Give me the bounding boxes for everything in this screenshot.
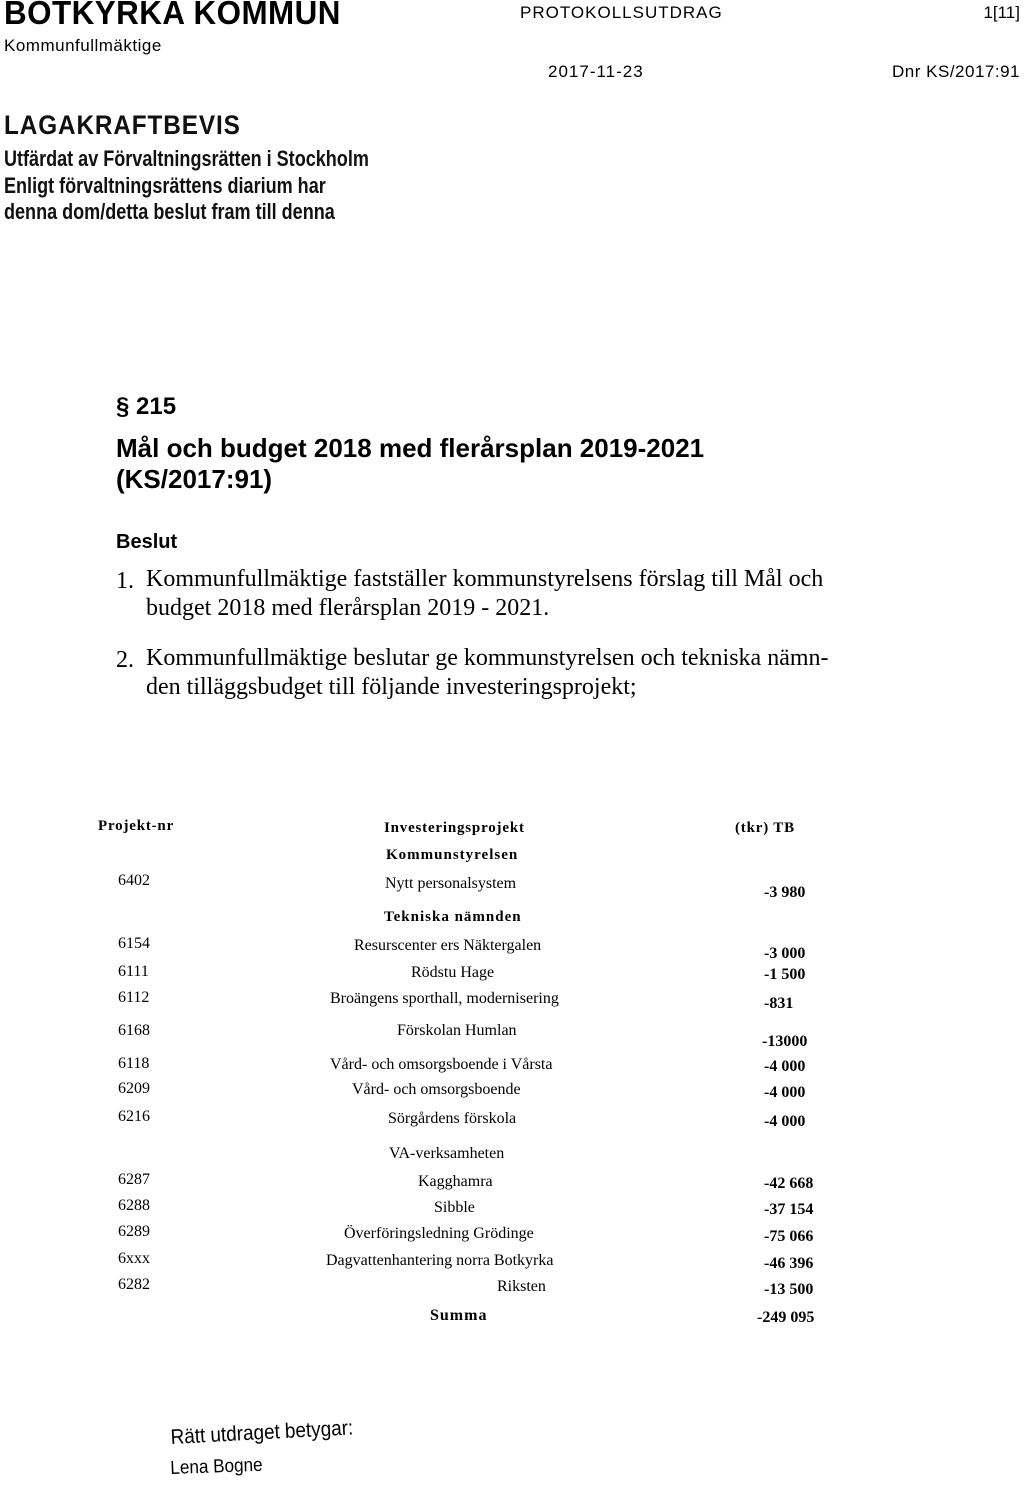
group-heading: Tekniska nämnden [384,909,522,925]
document-date: 2017-11-23 [548,62,644,81]
project-number: 6287 [118,1171,150,1188]
project-number: 6168 [118,1022,150,1039]
total-label: Summa [430,1307,488,1324]
project-number: 6282 [118,1276,150,1293]
group-heading: VA-verksamheten [389,1145,505,1162]
stamp-line: denna dom/detta beslut fram till denna [4,199,335,224]
project-name: Resurscenter ers Näktergalen [354,937,542,954]
project-name: Sibble [434,1199,475,1216]
decision-item-text: Kommunfullmäktige beslutar ge kommunstyrelsen och tekniska nämn- [146,645,829,671]
project-amount: -13000 [762,1033,808,1050]
project-number: 6111 [118,963,149,980]
column-header-project-nr: Projekt-nr [98,818,175,834]
column-header-amount: (tkr) TB [735,820,795,836]
section-title-reference: (KS/2017:91) [116,464,273,494]
organization-body: Kommunfullmäktige [4,36,162,55]
project-number: 6xxx [118,1250,150,1267]
total-amount: -249 095 [757,1309,815,1326]
project-number: 6288 [118,1197,150,1214]
column-header-project: Investeringsprojekt [384,820,525,836]
section-title: Mål och budget 2018 med flerårsplan 2019-2021 [116,433,705,463]
project-number: 6402 [118,872,150,889]
section-number: § 215 [116,393,177,420]
project-amount: -831 [764,995,794,1012]
project-amount: -4 000 [764,1084,806,1101]
project-amount: -46 396 [764,1255,814,1272]
project-name: Vård- och omsorgsboende [352,1081,521,1098]
organization-name: BOTKYRKA KOMMUN [4,0,341,31]
project-name: Rödstu Hage [411,964,495,981]
project-name: Nytt personalsystem [385,875,517,892]
project-amount: -42 668 [764,1175,814,1192]
project-name: Dagvattenhantering norra Botkyrka [326,1252,554,1269]
project-name: Riksten [497,1278,546,1295]
page-number: 1[11] [983,3,1020,22]
document-type: PROTOKOLLSUTDRAG [520,3,723,22]
certification-label: Rätt utdraget betygar: [170,1416,354,1449]
project-number: 6118 [118,1055,150,1072]
project-number: 6289 [118,1223,150,1240]
project-amount: -4 000 [764,1113,806,1130]
group-heading: Kommunstyrelsen [386,847,519,863]
project-name: Sörgårdens förskola [388,1110,517,1127]
project-name: Förskolan Humlan [397,1022,517,1039]
decision-label: Beslut [116,531,178,553]
project-number: 6216 [118,1108,150,1125]
project-name: Kagghamra [418,1173,493,1190]
decision-item-number: 2. [116,647,134,673]
project-number: 6209 [118,1080,150,1097]
decision-item-text: den tilläggsbudget till följande investeringsprojekt; [146,674,637,700]
project-amount: -1 500 [764,966,806,983]
diary-number: Dnr KS/2017:91 [892,62,1020,81]
project-name: Vård- och omsorgsboende i Vårsta [330,1056,553,1073]
project-amount: -3 980 [764,884,806,901]
decision-item-text: budget 2018 med flerårsplan 2019 - 2021. [146,595,550,621]
project-name: Broängens sporthall, modernisering [330,990,559,1007]
stamp-line: Enligt förvaltningsrättens diarium har [4,173,326,198]
certifier-name: Lena Bogne [170,1454,263,1479]
stamp-line: Utfärdat av Förvaltningsrätten i Stockholm [4,146,369,171]
project-amount: -75 066 [764,1228,814,1245]
project-amount: -4 000 [764,1058,806,1075]
decision-item-number: 1. [116,568,134,594]
decision-item-text: Kommunfullmäktige fastställer kommunstyrelsens förslag till Mål och [146,566,824,592]
project-amount: -3 000 [764,945,806,962]
stamp-title: LAGAKRAFTBEVIS [4,110,241,140]
project-number: 6112 [118,989,150,1006]
project-name: Överföringsledning Grödinge [344,1225,534,1242]
project-amount: -13 500 [764,1281,814,1298]
project-amount: -37 154 [764,1201,814,1218]
project-number: 6154 [118,935,150,952]
